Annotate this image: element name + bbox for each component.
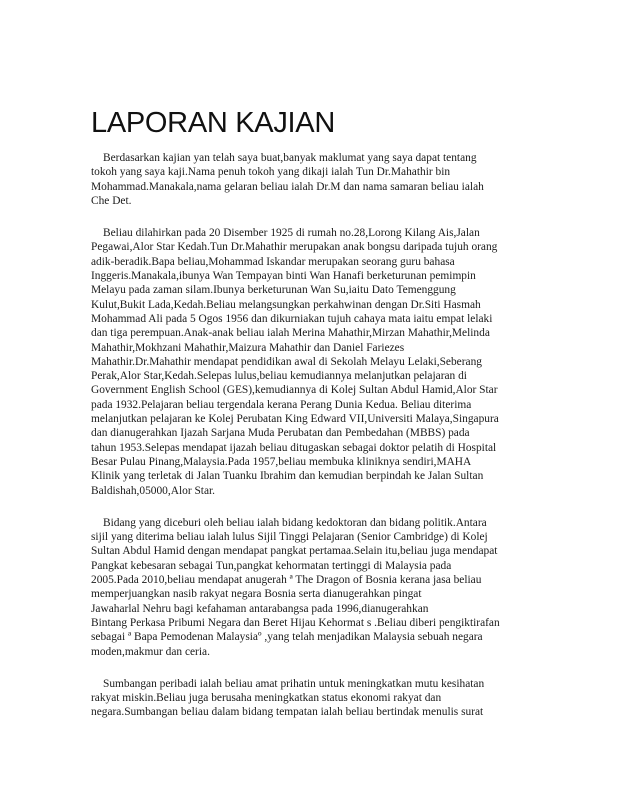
paragraph-line: Mohammad.Manakala,nama gelaran beliau ialah Dr.M dan nama samaran beliau ialah bbox=[91, 180, 484, 193]
paragraph-line: negara.Sumbangan beliau dalam bidang tempatan ialah beliau bertindak menulis surat bbox=[91, 706, 484, 719]
paragraph-line: tahun 1953.Selepas mendapat ijazah beliau ditugaskan sebagai doktor pelatih di Hospital bbox=[91, 441, 497, 454]
paragraph-line: Mahathir.Dr.Mahathir mendapat pendidikan awal di Sekolah Melayu Lelaki,Seberang bbox=[91, 355, 482, 368]
paragraph-line: Mohammad Ali pada 5 Ogos 1956 dan dikurniakan tujuh cahaya mata iaitu empat lelaki bbox=[91, 312, 493, 325]
paragraph-line: Che Det. bbox=[91, 194, 132, 207]
paragraph-line: dan tiga perempuan.Anak-anak beliau ialah Merina Mahathir,Mirzan Mahathir,Melinda bbox=[91, 327, 490, 340]
paragraph-line: memperjuangkan nasib rakyat negara Bosnia serta dianugerahkan pingat bbox=[91, 588, 422, 601]
paragraph-line: Klinik yang terletak di Jalan Tuanku Ibrahim dan kemudian berpindah ke Jalan Sultan bbox=[91, 470, 484, 483]
paragraph-line: Mahathir,Mokhzani Mahathir,Maizura Mahathir dan Daniel Fariezes bbox=[91, 341, 405, 354]
paragraph bbox=[91, 151, 531, 208]
paragraph-line: Inggeris.Manakala,ibunya Wan Tempayan binti Wan Hanafi berketurunan pemimpin bbox=[91, 270, 476, 283]
paragraph-line: Berdasarkan kajian yan telah saya buat,banyak maklumat yang saya dapat tentang bbox=[103, 152, 477, 164]
paragraph-line: dan dianugerahkan Ijazah Sarjana Muda Perubatan dan Pembedahan (MBBS) pada bbox=[91, 427, 470, 440]
document-body bbox=[91, 151, 531, 738]
paragraph-line: Government English School (GES),kemudiannya di Kolej Sultan Abdul Hamid,Alor Star bbox=[91, 384, 498, 397]
paragraph-line: 2005.Pada 2010,beliau mendapat anugerah ª The Dragon of Bosnia kerana jasa beliau bbox=[91, 574, 482, 587]
document-title: LAPORAN KAJIAN bbox=[91, 107, 335, 139]
paragraph-line: rakyat miskin.Beliau juga berusaha meningkatkan status ekonomi rakyat dan bbox=[91, 692, 442, 705]
paragraph-line: adik-beradik.Bapa beliau,Mohammad Iskandar merupakan seorang guru bahasa bbox=[91, 255, 455, 268]
paragraph-line: Perak,Alor Star,Kedah.Selepas lulus,beliau kemudiannya melanjutkan pelajaran di bbox=[91, 370, 467, 383]
paragraph bbox=[91, 516, 531, 659]
paragraph bbox=[91, 226, 531, 498]
paragraph-line: moden,makmur dan ceria. bbox=[91, 645, 210, 658]
paragraph-line: Bidang yang diceburi oleh beliau ialah bidang kedoktoran dan bidang politik.Antara bbox=[103, 516, 487, 529]
paragraph-line: Jawaharlal Nehru bagi kefahaman antarabangsa pada 1996,dianugerahkan bbox=[91, 602, 429, 615]
paragraph-line: melanjutkan pelajaran ke Kolej Perubatan King Edward VII,Universiti Malaya,Singapura bbox=[91, 413, 499, 426]
paragraph-line: Kulut,Bukit Lada,Kedah.Beliau melangsungkan perkahwinan dengan Dr.Siti Hasmah bbox=[91, 298, 481, 311]
paragraph bbox=[91, 677, 531, 720]
paragraph-line: sijil yang diterima beliau ialah lulus Sijil Tinggi Pelajaran (Senior Cambridge) di Kolej bbox=[91, 531, 488, 544]
paragraph-line: sebagai ª Bapa Pemodenan Malaysiaº ,yang telah menjadikan Malaysia sebuah negara bbox=[91, 631, 483, 644]
paragraph-line: Pegawai,Alor Star Kedah.Tun Dr.Mahathir merupakan anak bongsu daripada tujuh orang bbox=[91, 241, 498, 254]
paragraph-line: Melayu pada zaman silam.Ibunya berketurunan Wan Su,iaitu Dato Temenggung bbox=[91, 284, 456, 297]
paragraph-line: Sultan Abdul Hamid dengan mendapat pangkat pertamaa.Selain itu,beliau juga mendapat bbox=[91, 545, 498, 558]
paragraph-line: Beliau dilahirkan pada 20 Disember 1925 di rumah no.28,Lorong Kilang Ais,Jalan bbox=[103, 227, 480, 240]
paragraph-line: Bintang Perkasa Pribumi Negara dan Beret Hijau Kehormat s .Beliau diberi pengiktirafan bbox=[91, 616, 500, 629]
paragraph-line: Sumbangan peribadi ialah beliau amat prihatin untuk meningkatkan mutu kesihatan bbox=[103, 677, 485, 690]
paragraph-line: Besar Pulau Pinang,Malaysia.Pada 1957,beliau membuka kliniknya sendiri,MAHA bbox=[91, 455, 472, 468]
paragraph-line: pada 1932.Pelajaran beliau tergendala kerana Perang Dunia Kedua. Beliau diterima bbox=[91, 398, 472, 411]
paragraph-line: Baldishah,05000,Alor Star. bbox=[91, 484, 216, 497]
paragraph-line: tokoh yang saya kaji.Nama penuh tokoh yang dikaji ialah Tun Dr.Mahathir bin bbox=[91, 166, 451, 179]
paragraph-line: Pangkat kebesaran sebagai Tun,pangkat kehormatan tertinggi di Malaysia pada bbox=[91, 559, 452, 572]
